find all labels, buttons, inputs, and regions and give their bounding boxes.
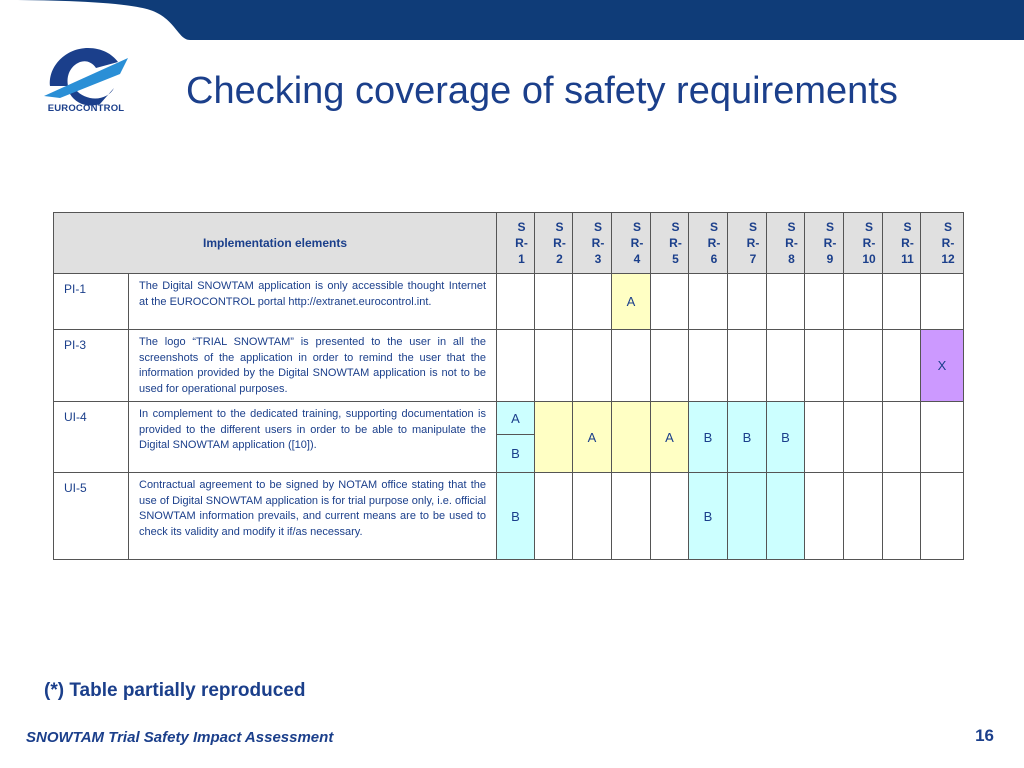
slide-title: Checking coverage of safety requirements	[186, 70, 898, 112]
page-number: 16	[975, 726, 994, 745]
sr-9-header: S R- 9	[805, 213, 844, 274]
coverage-cell: A	[497, 402, 535, 435]
sr-11-header: S R- 11	[883, 213, 921, 274]
coverage-table	[53, 212, 964, 560]
footer-text: SNOWTAM Trial Safety Impact Assessment	[26, 729, 334, 746]
coverage-cell: B	[767, 402, 805, 473]
sr-3-header: S R- 3	[573, 213, 612, 274]
header-row	[54, 213, 964, 274]
coverage-cell: A	[651, 402, 689, 473]
row-description: The Digital SNOWTAM application is only accessible thought Internet at the EUROCONTROL portal http://extranet.eurocontrol.int.	[129, 274, 497, 330]
coverage-cell: X	[921, 330, 964, 402]
sr-6-header: S R- 6	[689, 213, 728, 274]
coverage-cell: B	[497, 473, 535, 560]
table-row	[54, 274, 964, 330]
sr-4-header: S R- 4	[612, 213, 651, 274]
table-note: (*) Table partially reproduced	[44, 680, 306, 701]
row-description: Contractual agreement to be signed by NOTAM office stating that the use of Digital SNOWTAM application is for trial purpose only, i.e. official SNOWTAM information prevails, and current means are to be used to check its validity and modify it if/as necessary.	[129, 473, 497, 560]
table-row	[54, 473, 964, 560]
coverage-cell: B	[728, 402, 767, 473]
sr-8-header: S R- 8	[767, 213, 805, 274]
table-row	[54, 330, 964, 402]
implementation-elements-header: Implementation elements	[54, 213, 497, 274]
sr-12-header: S R- 12	[921, 213, 964, 274]
sr-10-header: S R- 10	[844, 213, 883, 274]
row-description: The logo “TRIAL SNOWTAM” is presented to the user in all the screenshots of the application in order to remind the user that the information provided by the Digital SNOWTAM application is not to be used for operational purposes.	[129, 330, 497, 402]
logo-text: EUROCONTROL	[47, 103, 125, 114]
row-id: PI-1	[54, 274, 129, 330]
table-row	[54, 402, 964, 435]
coverage-cell: A	[573, 402, 612, 473]
sr-5-header: S R- 5	[651, 213, 689, 274]
sr-7-header: S R- 7	[728, 213, 767, 274]
sr-2-header: S R- 2	[535, 213, 573, 274]
row-description: In complement to the dedicated training, supporting documentation is provided to the different users in order to be able to manipulate the Digital SNOWTAM application ([10]).	[129, 402, 497, 473]
top-banner	[0, 0, 1024, 40]
coverage-cell: B	[689, 402, 728, 473]
row-id: PI-3	[54, 330, 129, 402]
coverage-cell: B	[689, 473, 728, 560]
row-id: UI-4	[54, 402, 129, 473]
coverage-cell: B	[497, 435, 535, 473]
sr-1-header: S R- 1	[497, 213, 535, 274]
row-id: UI-5	[54, 473, 129, 560]
coverage-cell: A	[612, 274, 651, 330]
